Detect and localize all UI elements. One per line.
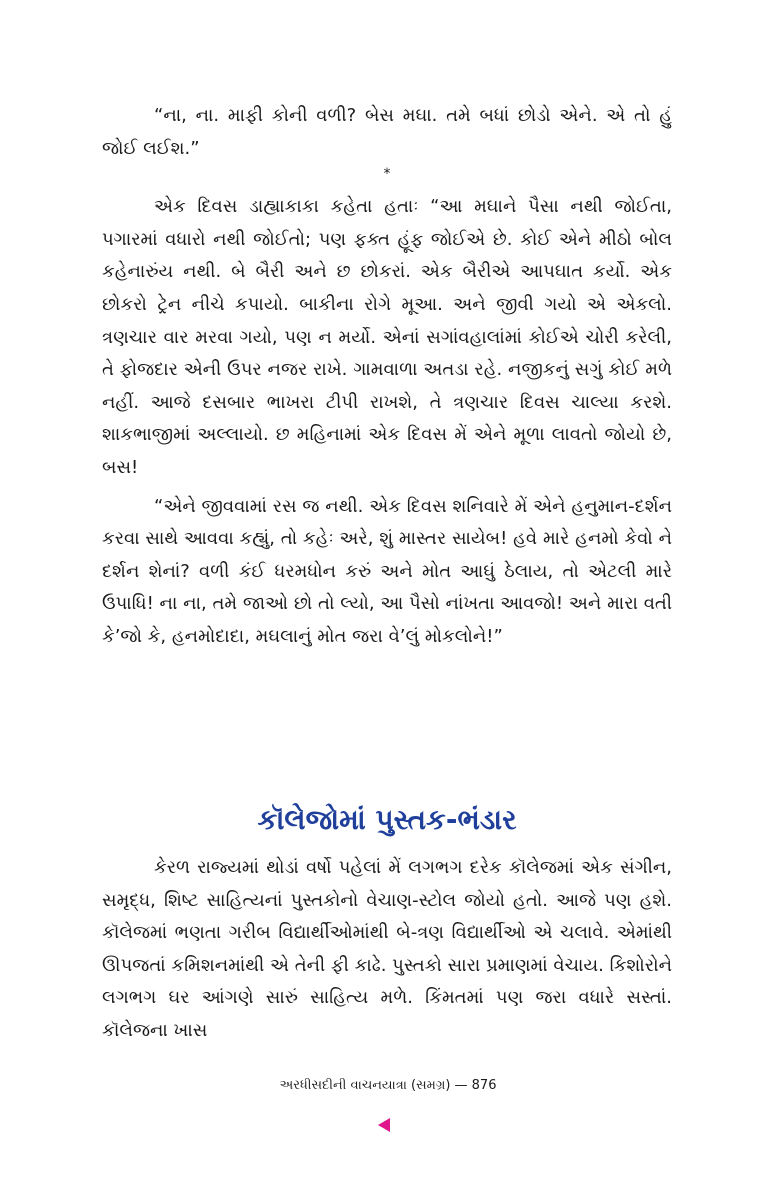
triangle-left-icon[interactable]	[378, 1118, 390, 1132]
page-body	[102, 100, 672, 1041]
section-heading: કૉલેજોમાં પુસ્તક-ભંડાર	[257, 803, 517, 836]
section-separator: *	[383, 166, 391, 183]
page-footer: અરધીસદીની વાચનયાત્રા (સમગ્ર) — 876	[279, 1078, 497, 1093]
section-body	[102, 852, 672, 1048]
paragraph: કેરળ રાજ્યમાં થોડાં વર્ષો પહેલાં મેં લગભગ દરેક કૉલેજમાં એક સંગીન, સમૃદ્ધ, શિષ્ટ સાહિત્યનાં પુસ્તકોનો વેચાણ-સ્ટોલ જોયો હતો. આજે પણ હશે. કૉલેજમાં ભણતા ગરીબ વિદ્યાર્થીઓમાંથી બે-ત્રણ વિદ્યાર્થીઓ એ ચલાવે. એમાંથી ઊપજતાં કમિશનમાંથી એ તેની ફી કાઢે. પુસ્તકો સારા પ્રમાણમાં વેચાય. કિશોરોને લગભગ ઘર આંગણે સારું સાહિત્ય મળે. કિંમતમાં પણ જરા વધારે સસ્તાં. કૉલેજના ખાસ	[102, 857, 672, 1041]
paragraph: “ના, ના. માફી કોની વળી? બેસ મઘા. તમે બધાં છોડો એને. એ તો હું જોઈ લઈશ.”	[102, 105, 672, 159]
paragraph: “એને જીવવામાં રસ જ નથી. એક દિવસ શનિવારે મેં એને હનુમાન-દર્શન કરવા સાથે આવવા કહ્યું, તો કહેઃ અરે, શું માસ્તર સાયેબ! હવે મારે હનમો કેવો ને દર્શન શેનાં? વળી કંઈ ધરમધોન કરું અને મોત આઘું ઠેલાય, તો એટલી મારે ઉપાધિ! ના ના, તમે જાઓ છો તો લ્યો, આ પૈસો નાંખતા આવજો! અને મારા વતી કે’જો કે, હનમોદાદા, મઘલાનું મોત જરા વે’લું મોકલોને!”	[102, 495, 672, 647]
paragraph: એક દિવસ ડાહ્યાકાકા કહેતા હતાઃ “આ મઘાને પૈસા નથી જોઈતા, પગારમાં વધારો નથી જોઈતો; પણ ફક્ત હૂંફ જોઈએ છે. કોઈ એને મીઠો બોલ કહેનારુંય નથી. બે બૈરી અને છ છોકરાં. એક બૈરીએ આપઘાત કર્યો. એક છોકરો ટ્રેન નીચે કપાયો. બાકીના રોગે મૂઆ. અને જીવી ગયો એ એકલો. ત્રણચાર વાર મરવા ગયો, પણ ન મર્યો. એનાં સગાંવહાલાંમાં કોઈએ ચોરી કરેલી, તે ફોજદાર એની ઉપર નજર રાખે. ગામવાળા અતડા રહે. નજીકનું સગું કોઈ મળે નહીં. આજે દસબાર ભાખરા ટીપી રાખશે, તે ત્રણચાર દિવસ ચાલ્યા કરશે. શાકભાજીમાં અલ્લાયો. છ મહિનામાં એક દિવસ મેં એને મૂળા લાવતો જોયો છે, બસ!	[102, 196, 672, 478]
